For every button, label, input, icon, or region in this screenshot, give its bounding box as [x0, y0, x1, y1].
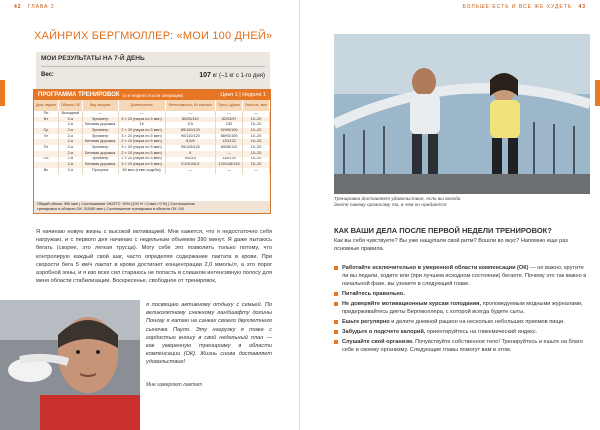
- table-cell: Беговая дорожка: [82, 151, 118, 157]
- table-cell: 10–20: [243, 128, 270, 134]
- table-cell: 85/95/110: [165, 117, 215, 123]
- rule-bold: Питайтесь правильно.: [342, 291, 405, 297]
- chapter-label: ГЛАВА 2: [27, 4, 55, 10]
- table-cell: 10–20: [243, 162, 270, 168]
- table-cell: Сб: [34, 157, 58, 163]
- table-cell: Прогулка: [82, 168, 118, 174]
- table-header-cell: Длительность: [118, 100, 165, 111]
- table-cell: 5,5/6,0/6,8: [165, 162, 215, 168]
- runners-photo-art: [334, 34, 590, 194]
- weight-value-wrap: [199, 72, 265, 79]
- table-cell: 10–20: [243, 157, 270, 163]
- weight-value: 107: [199, 72, 211, 79]
- results-box: [36, 52, 270, 90]
- table-cell: 3 × 20 (пауза по 5 мин): [118, 145, 165, 151]
- program-grid: [34, 100, 270, 174]
- table-cell: 6: [165, 151, 215, 157]
- table-cell: 2-я: [58, 128, 82, 134]
- table-cell: Пн: [34, 111, 58, 117]
- rule-bold: Работайте исключительно в умеренной области компенсации (ОК): [342, 265, 529, 271]
- table-cell: 2-я: [58, 145, 82, 151]
- program-subtitle: (1-я неделя после операции): [122, 92, 184, 98]
- rule-bold: Забудьте о подсчете калорий,: [342, 329, 426, 335]
- weight-row: [41, 72, 265, 79]
- table-cell: Ср: [34, 128, 58, 134]
- table-cell: 3 × 10 (пауза по 5 мин): [118, 162, 165, 168]
- table-cell: Эргометр: [82, 117, 118, 123]
- running-head-title: БОЛЬШЕ ЕСТЬ И ВСЕ ЖЕ ХУДЕТЬ: [462, 4, 573, 10]
- rule-text: проповедуемым модными журналами, придерживайтесь диеты Бергмюллера, с которой всегда будете сыты.: [342, 301, 583, 315]
- table-cell: 10–20: [243, 145, 270, 151]
- table-cell: 120/122: [216, 139, 243, 145]
- rule-bold: Ешьте регулярно: [342, 319, 390, 325]
- runners-photo: [334, 34, 590, 194]
- list-item: [334, 318, 590, 326]
- table-cell: 2-я: [58, 162, 82, 168]
- program-footer-line1: Общий объем: 390 мин | Соотношение ОК/ЛТС: 90% (100 % / 0 мин / 0 %) | Соотношение: [37, 201, 195, 206]
- table-cell: 130: [216, 122, 243, 128]
- table-cell: Эргометр: [82, 145, 118, 151]
- table-cell: 2-я: [58, 122, 82, 128]
- table-cell: 90/110: [165, 157, 215, 163]
- article-title: ХАЙНРИХ БЕРГМЮЛЛЕР: «МОИ 100 ДНЕЙ»: [34, 30, 273, 42]
- table-cell: 85/100/120: [165, 128, 215, 134]
- lactate-test-photo: [0, 300, 140, 430]
- table-cell: 10–20: [243, 151, 270, 157]
- rule-text: ориентируйтесь на гликемический индекс.: [425, 329, 538, 335]
- table-cell: —: [243, 111, 270, 117]
- right-page: [300, 0, 600, 430]
- list-item: [334, 328, 590, 336]
- table-header-cell: День недели: [34, 100, 58, 111]
- table-cell: Пт: [34, 145, 58, 151]
- table-cell: 2-я: [58, 157, 82, 163]
- table-cell: —: [118, 111, 165, 117]
- right-running-head: [462, 4, 590, 10]
- weight-suffix: кг (–1 кг с 1-го дня): [212, 73, 265, 79]
- table-cell: 2-я: [58, 151, 82, 157]
- table-cell: Вт: [34, 117, 58, 123]
- table-cell: 2 × 20 (пауза по 5 мин): [118, 157, 165, 163]
- table-cell: 5,5: [165, 122, 215, 128]
- table-cell: 10–20: [243, 139, 270, 145]
- training-program-table: [33, 89, 271, 214]
- table-header-cell: Вид нагрузки: [82, 100, 118, 111]
- table-cell: Чт: [34, 134, 58, 140]
- table-header-cell: Область ОК: [58, 100, 82, 111]
- table-cell: 60 мин (темп ходьбы): [118, 168, 165, 174]
- left-paragraph-2: я посвящаю активному отдыху с семьей. По великолепному снежному ландшафту долины Понгау я катаю на санках своего двухлетнего сыночка Пауля. Эту нагрузку я тоже с гордостью вношу в свой недельный план — как умеренную тренировку в области компенсации (ОК). Жизнь снова доставляет удовольствие!: [146, 302, 272, 366]
- table-cell: Эргометр: [82, 157, 118, 163]
- table-cell: 2 × 10 (пауза по 5 мин): [118, 139, 165, 145]
- table-cell: Вс: [34, 168, 58, 174]
- table-cell: 82/93/97: [216, 117, 243, 123]
- list-item: [334, 264, 590, 288]
- table-cell: 3 × 20 (пауза по 5 мин): [118, 117, 165, 123]
- left-photo-caption: Мне измеряют лактат: [146, 382, 203, 388]
- results-divider: [41, 66, 265, 67]
- table-cell: —: [243, 168, 270, 174]
- left-page-number: 42: [14, 4, 22, 10]
- table-cell: 92/95/106: [216, 128, 243, 134]
- table-cell: 2-я: [58, 117, 82, 123]
- table-cell: —: [216, 111, 243, 117]
- rules-list: [334, 264, 590, 356]
- table-header-row: [34, 100, 270, 111]
- table-header-cell: Интенсивность, Вт или км/ч: [165, 100, 215, 111]
- section-title: КАК ВАШИ ДЕЛА ПОСЛЕ ПЕРВОЙ НЕДЕЛИ ТРЕНИРОВОК?: [334, 226, 552, 235]
- program-cycle: Цикл 1 | Неделя 1: [220, 92, 266, 98]
- table-cell: —: [165, 111, 215, 117]
- table-cell: 2 × 20 (пауза по 5 мин): [118, 128, 165, 134]
- table-cell: 2-я: [58, 139, 82, 145]
- program-header: [34, 90, 270, 100]
- table-cell: —: [82, 111, 118, 117]
- list-item: [334, 338, 590, 354]
- rule-text: — не важно, крутите ли вы педали, ходите или (при лучшем исходном состоянии) бегаете. Почему это так важно в начальной фазе, вы узнаете в следующей главе.: [342, 265, 587, 287]
- table-cell: 10–20: [243, 134, 270, 140]
- program-footer-line2: тренировок в области ОК: 310/80 мин | Соотношение тренировок в области ОК: 0/0: [37, 206, 184, 211]
- table-cell: 10–20: [243, 122, 270, 128]
- left-paragraph-1: Я начинаю новую жизнь с высокой мотивацией. Мне кажется, что я недостаточно себя нагружаю, и с первого дня начинаю с недельным объемом 390 минут. Я даже пытаюсь бегать (скорее, это легкая трусца). Могу себе это позволить только потому, что контролирую каждый свой шаг, часто определяя содержание лактата в крови. При скорости бега 5 км/ч лактат в крови достигает концентрации 2,0 ммоль/л, а это порог аэробной зоны, и я изо всех сил стараюсь не попасть в слишком интенсивную полосу для меня области стабилизации. Воскресенье, свободное от тренировок,: [36, 229, 272, 285]
- runners-caption: Тренировка доставляет удовольствие, если вы всегда даете своему организму то, в чем он нуждается: [334, 197, 461, 208]
- right-side-tab: [595, 80, 600, 106]
- table-cell: 5,5/6: [165, 139, 215, 145]
- program-title: ПРОГРАММА ТРЕНИРОВОК: [38, 92, 120, 98]
- table-cell: 88/93/105: [216, 134, 243, 140]
- rule-bold: Не доверяйте мотивационным курсам голодания,: [342, 301, 482, 307]
- section-intro: Как вы себя чувствуете? Вы уже нащупали свой ритм? Вошли во вкус? Напомню еще раз основные правила.: [334, 238, 568, 252]
- table-header-cell: Легкость, мин: [243, 100, 270, 111]
- table-cell: 16: [118, 122, 165, 128]
- lactate-photo-art: [0, 300, 140, 430]
- table-cell: —: [216, 168, 243, 174]
- table-cell: 2-я: [58, 134, 82, 140]
- table-cell: 115/120: [216, 157, 243, 163]
- table-cell: 89/98/110: [216, 145, 243, 151]
- rule-text: Почувствуйте собственное тело! Тренируйтесь и ешьте на благо себе и своему организму. Следующие главы помогут вам в этом.: [342, 339, 583, 353]
- program-footer: [34, 201, 270, 213]
- table-cell: 120/128/133: [216, 162, 243, 168]
- table-cell: Беговая дорожка: [82, 122, 118, 128]
- right-page-number: 43: [578, 4, 586, 10]
- table-cell: 10–20: [243, 117, 270, 123]
- table-body: [34, 111, 270, 174]
- table-row: [34, 168, 270, 174]
- table-header-cell: Пульс, уд/мин: [216, 100, 243, 111]
- rule-bold: Слушайте свой организм.: [342, 339, 414, 345]
- weight-label: Вес:: [41, 72, 54, 78]
- table-cell: 2-я: [58, 168, 82, 174]
- list-item: [334, 300, 590, 316]
- table-cell: Эргометр: [82, 128, 118, 134]
- table-cell: Беговая дорожка: [82, 162, 118, 168]
- table-cell: 2 × 10 (пауза по 5 мин): [118, 151, 165, 157]
- table-cell: 3 × 20 (пауза по 5 мин): [118, 134, 165, 140]
- list-item: [334, 290, 590, 298]
- table-cell: Эргометр: [82, 134, 118, 140]
- table-cell: —: [165, 168, 215, 174]
- table-cell: Беговая дорожка: [82, 139, 118, 145]
- table-cell: 90/110/120: [165, 134, 215, 140]
- left-side-tab: [0, 80, 5, 106]
- table-cell: —: [216, 151, 243, 157]
- results-heading: МОИ РЕЗУЛЬТАТЫ НА 7-Й ДЕНЬ: [41, 55, 145, 62]
- rule-text: и делите дневной рацион на несколько небольших приемов пищи.: [389, 319, 565, 325]
- table-cell: Выходной: [58, 111, 82, 117]
- left-running-head: [10, 4, 55, 10]
- table-cell: 95/105/120: [165, 145, 215, 151]
